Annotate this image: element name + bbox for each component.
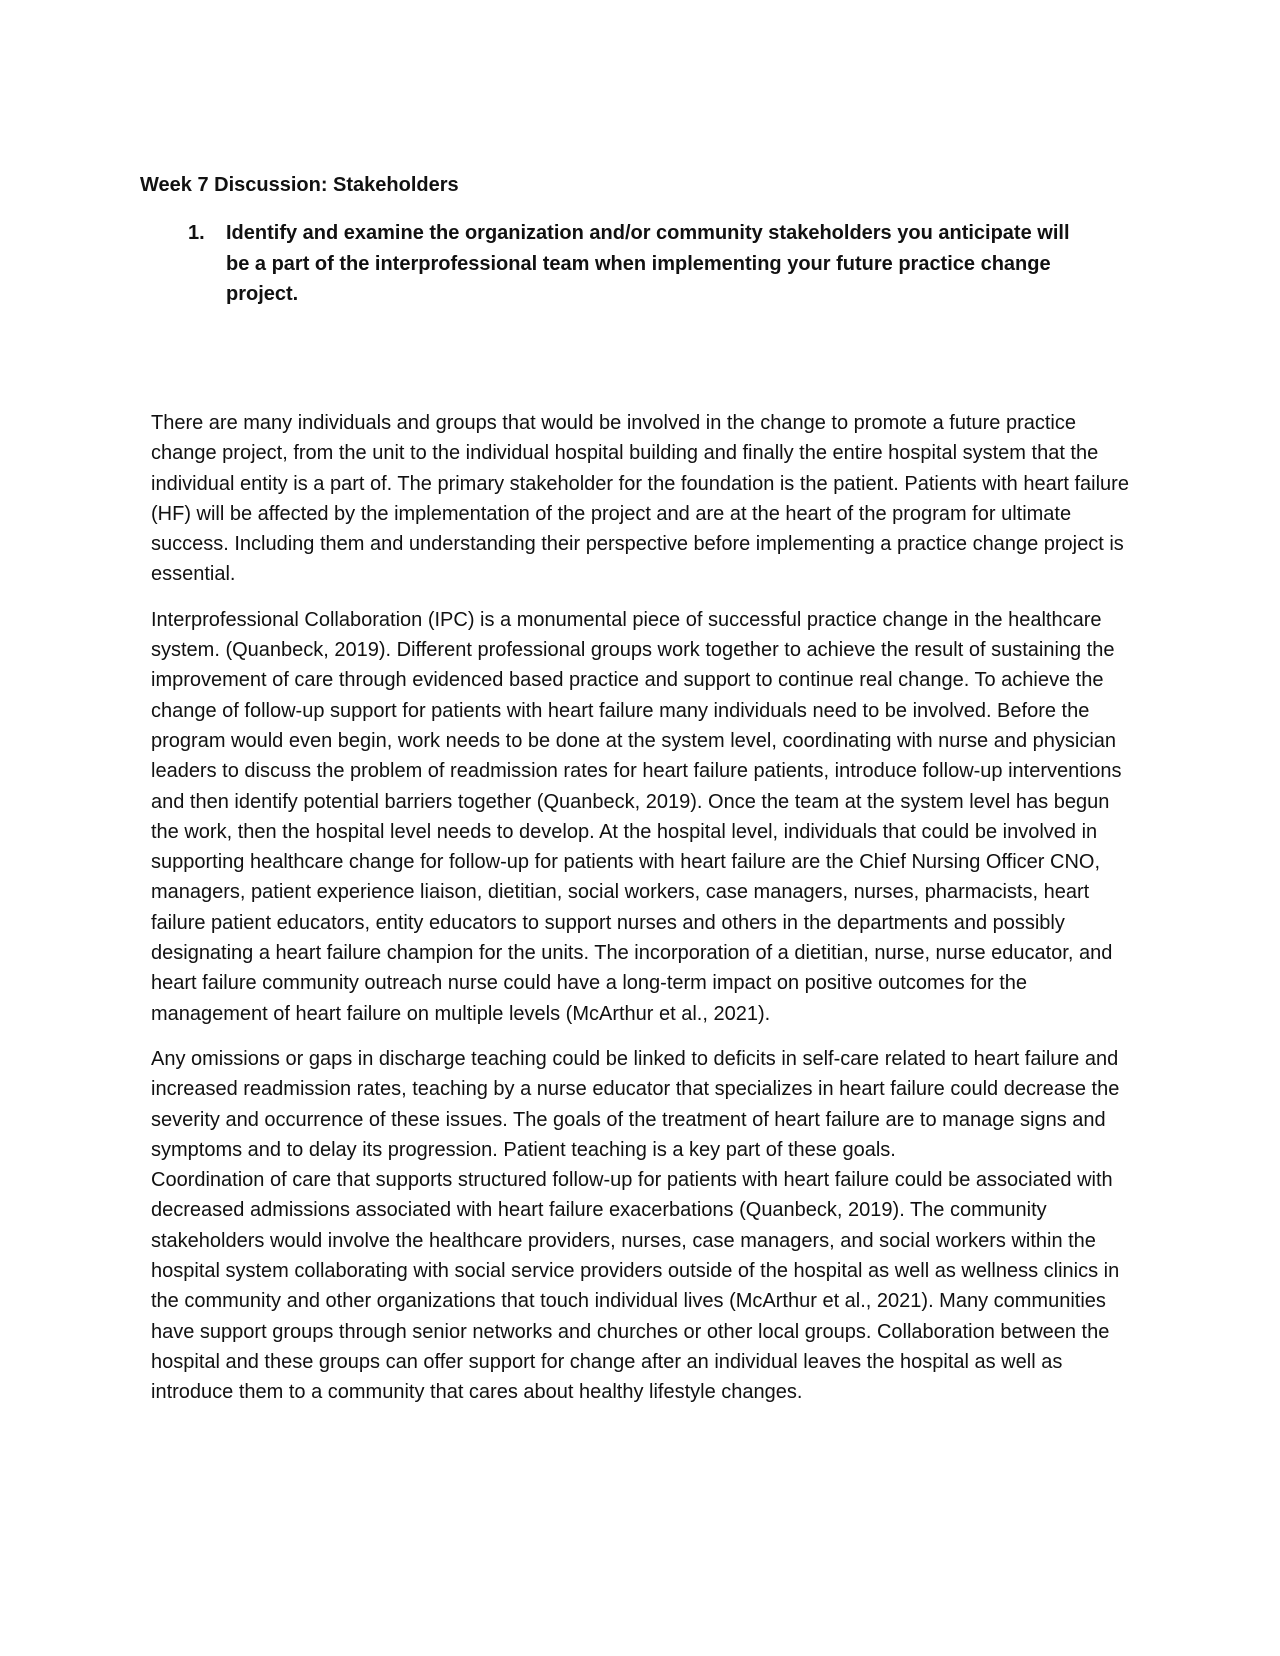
document-title: Week 7 Discussion: Stakeholders — [140, 174, 459, 196]
response-body — [151, 408, 1136, 1423]
question-text: Identify and examine the organization and/or community stakeholders you anticipate will be a part of the interprofessional team when implementing your future practice change project. — [226, 222, 1070, 305]
paragraph-discharge-teaching: Any omissions or gaps in discharge teaching could be linked to deficits in self-care related to heart failure and increased readmission rates, teaching by a nurse educator that specializes in heart failure could decrease the severity and occurrence of these issues. The goals of the treatment of heart failure are to manage signs and symptoms and to delay its progression. Patient teaching is a key part of these goals. — [151, 1047, 1120, 1161]
paragraph-patient-stakeholder: There are many individuals and groups that would be involved in the change to promote a future practice change project, from the unit to the individual hospital building and finally the entire hospital system that the individual entity is a part of. The primary stakeholder for the foundation is the patient. Patients with heart failure (HF) will be affected by the implementation of the project and are at the heart of the program for ultimate success. Including them and understanding their perspective before implementing a practice change project is essential. — [151, 412, 1129, 586]
discussion-question — [188, 218, 1088, 310]
paragraph-interprofessional-collaboration: Interprofessional Collaboration (IPC) is a monumental piece of successful practice change in the healthcare system. (Quanbeck, 2019). Different professional groups work together to achieve the result of sustaining the improvement of care through evidenced based practice and support to continue real change. To achieve the change of follow-up support for patients with heart failure many individuals need to be involved. Before the program would even begin, work needs to be done at the system level, coordinating with nurse and physician leaders to discuss the problem of readmission rates for heart failure patients, introduce follow-up interventions and then identify potential barriers together (Quanbeck, 2019). Once the team at the system level has begun the work, then the hospital level needs to develop. At the hospital level, individuals that could be involved in supporting healthcare change for follow-up for patients with heart failure are the Chief Nursing Officer CNO, managers, patient experience liaison, dietitian, social workers, case managers, nurses, pharmacists, heart failure patient educators, entity educators to support nurses and others in the departments and possibly designating a heart failure champion for the units. The incorporation of a dietitian, nurse, nurse educator, and heart failure community outreach nurse could have a long-term impact on positive outcomes for the management of heart failure on multiple levels (McArthur et al., 2021). — [151, 608, 1122, 1025]
paragraph-community-stakeholders: Coordination of care that supports structured follow-up for patients with heart failure could be associated with decreased admissions associated with heart failure exacerbations (Quanbeck, 2019). The community stakeholders would involve the healthcare providers, nurses, case managers, and social workers within the hospital system collaborating with social service providers outside of the hospital as well as wellness clinics in the community and other organizations that touch individual lives (McArthur et al., 2021). Many communities have support groups through senior networks and churches or other local groups. Collaboration between the hospital and these groups can offer support for change after an individual leaves the hospital as well as introduce them to a community that cares about healthy lifestyle changes. — [151, 1169, 1120, 1404]
question-number: 1. — [188, 222, 205, 244]
